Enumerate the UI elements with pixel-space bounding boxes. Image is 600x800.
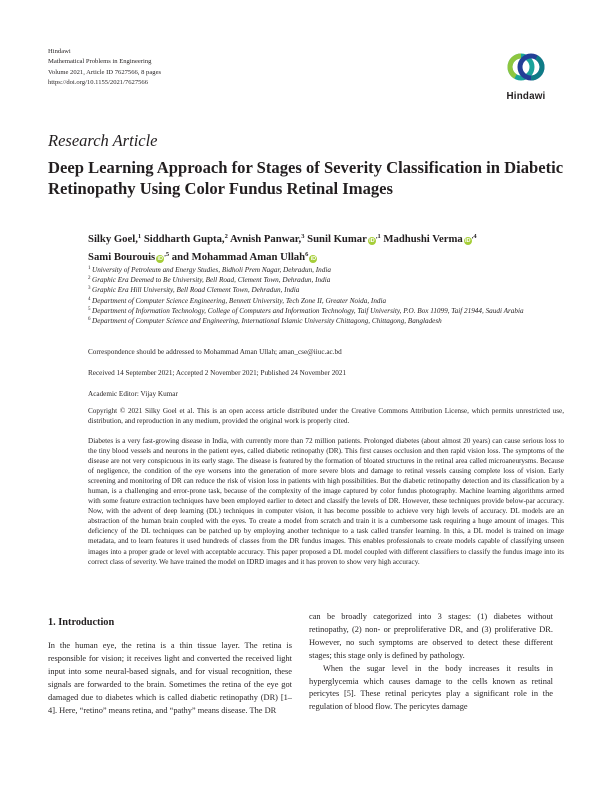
academic-editor: Academic Editor: Vijay Kumar [88,390,178,398]
affiliation-text: Department of Information Technology, College of Computers and Information Technology, Taif University, P.O. Box 11099, Taif 21944, Saudi Arabia [92,306,524,315]
affiliation-text: Department of Computer Science Engineering, Bennett University, Tech Zone II, Greater Noida, India [92,296,387,305]
publication-dates: Received 14 September 2021; Accepted 2 November 2021; Published 24 November 2021 [88,369,347,377]
affiliation-number: 1 [88,266,91,271]
body-column-right [309,611,553,714]
affiliation-text: Department of Computer Science and Engineering, International Islamic University Chittagong, Chittagong, Bangladesh [92,317,442,326]
copyright-notice: Copyright © 2021 Silky Goel et al. This is an open access article distributed under the Creative Commons Attribution License, which permits unrestricted use, distribution, and reproduction in any medium, provided the original work is properly cited. [88,407,564,426]
affiliation-text: University of Petroleum and Energy Studies, Bidholi Prem Nagar, Dehradun, India [92,266,331,274]
affiliation-item [88,285,558,295]
affiliation-item [88,275,558,285]
article-title: Deep Learning Approach for Stages of Severity Classification in Diabetic Retinopathy Using Color Fundus Retinal Images [48,158,564,198]
author-affiliation-marker: 2 [224,233,228,240]
article-type: Research Article [48,131,158,150]
author-affiliation-marker: ,1 [375,233,381,240]
affiliation-number: 3 [88,286,91,292]
body-paragraph: can be broadly categorized into 3 stages: (1) diabetes without retinopathy, (2) non- or preproliferative DR, and (3) proliferative DR. However, no such symptoms are observed to detect these different stages; this stage only is defined by pathology. [309,612,553,660]
logo-wordmark: Hindawi [506,91,546,102]
section-heading: 1. Introduction [48,617,115,628]
affiliation-number: 5 [88,306,91,312]
journal-name: Mathematical Problems in Engineering [48,58,152,66]
author-name: Silky Goel, [88,233,138,245]
affiliation-text: Graphic Era Deemed to Be University, Bell Road, Clement Town, Dehradun, India [92,276,331,285]
doi-link[interactable]: https://doi.org/10.1155/2021/7627566 [48,78,149,86]
journal-header [48,47,308,88]
affiliation-item [88,316,558,326]
author-affiliation-marker: 1 [137,233,142,240]
orcid-icon[interactable]: iD [157,256,163,263]
orcid-icon[interactable]: iD [369,238,375,244]
abstract: Diabetes is a very fast-growing disease in India, with currently more than 72 million patients. Prolonged diabetes (about almost 20 years) can cause serious loss to the tiny blood vessels and neurons in the patient eyes, called diabetic retinopathy (DR). This first causes occlusion and then rapid vision loss. The symptoms of the disease are not very conspicuous in its early stage. The disease is featured by the formation of bloated structures in the retinal area called microaneurysms. Because of negligence, the condition of the eye worsens into the generation of more severe blots and damage to retinal vessels causing complete loss of vision. Early screening and monitoring of DR can reduce the risk of vision loss in patients with high possibilities. But the diabetic retinopathy detection and its classification by a human, is a challenging and error-prone task, because of the complexity of the image captured by color fundus photography. Machine learning algorithms armed with some feature extraction techniques have been employed earlier to detect and classify the levels of DR. However, these techniques provide below-par accuracy. Now, with the advent of deep learning (DL) techniques in computer vision, it has become possible to achieve very high levels of accuracy. DL models are an abstraction of the human brain coupled with the eyes. To create a model from scratch and train it is a cumbersome task requiring a huge amount of images. This deficiency of the DL techniques can be patched up by employing another technique to a task called transfer learning. In this, a DL model is trained on image metadata, and to learn features it used hundreds of classes from the DR fundus images. This enables professionals to create models capable of classifying unseen images into a proper grade or level with acceptable accuracy. This paper proposed a DL model coupled with different classifiers to classify the fundus image into its correct class of severity. We have trained the model on IDRD images and it has proven to show very high accuracy. [88,437,564,566]
orcid-icon[interactable]: iD [464,238,471,244]
body-paragraph: When the sugar level in the body increases it results in hyperglycemia which causes damage to the cells known as retinal pericytes [5]. These retinal pericytes play a significant role in the regulation of blood flow. The pericytes damage [309,663,553,712]
author-affiliation-marker: ,5 [164,251,170,259]
publisher-name: Hindawi [48,48,71,55]
author-affiliation-marker: 6 [305,251,309,259]
author-name: Sami Bourouis [88,251,156,264]
author-list [88,229,568,266]
affiliation-text: Graphic Era Hill University, Bell Road Clement Town, Dehradun, India [92,286,300,295]
affiliation-list [88,265,558,326]
affiliation-number: 4 [88,296,91,302]
author-name: Sunil Kumar [307,233,367,245]
affiliation-item [88,296,558,306]
author-affiliation-marker: 3 [301,233,305,240]
correspondence-note: Correspondence should be addressed to Mohammad Aman Ullah; aman_cse@iiuc.ac.bd [88,348,342,356]
hindawi-logo-icon [498,47,554,91]
author-name: Siddharth Gupta, [143,233,225,245]
volume-info: Volume 2021, Article ID 7627566, 8 pages [48,68,162,76]
body-column-left [48,640,292,717]
author-name: and Mohammad Aman Ullah [171,251,306,264]
hindawi-logo [498,47,554,107]
orcid-icon[interactable]: iD [310,256,317,263]
affiliation-item [88,265,558,275]
author-name: Madhushi Verma [383,233,463,245]
body-paragraph: In the human eye, the retina is a thin tissue layer. The retina is responsible for vision; it receives light and converted the received light input into some neural-based signals, and for visual recognition, these signals are forwarded to the brain. Sometimes the retina of the eye got damaged due to diabetes which is called diabetic retinopathy (DR) [1–4]. Here, “retino” means retina, and “pathy” means disease. The DR [48,641,292,715]
author-affiliation-marker: ,4 [471,233,477,240]
author-name: Avnish Panwar, [229,233,302,245]
affiliation-number: 6 [88,317,91,323]
affiliation-item [88,306,558,316]
affiliation-number: 2 [88,276,91,282]
